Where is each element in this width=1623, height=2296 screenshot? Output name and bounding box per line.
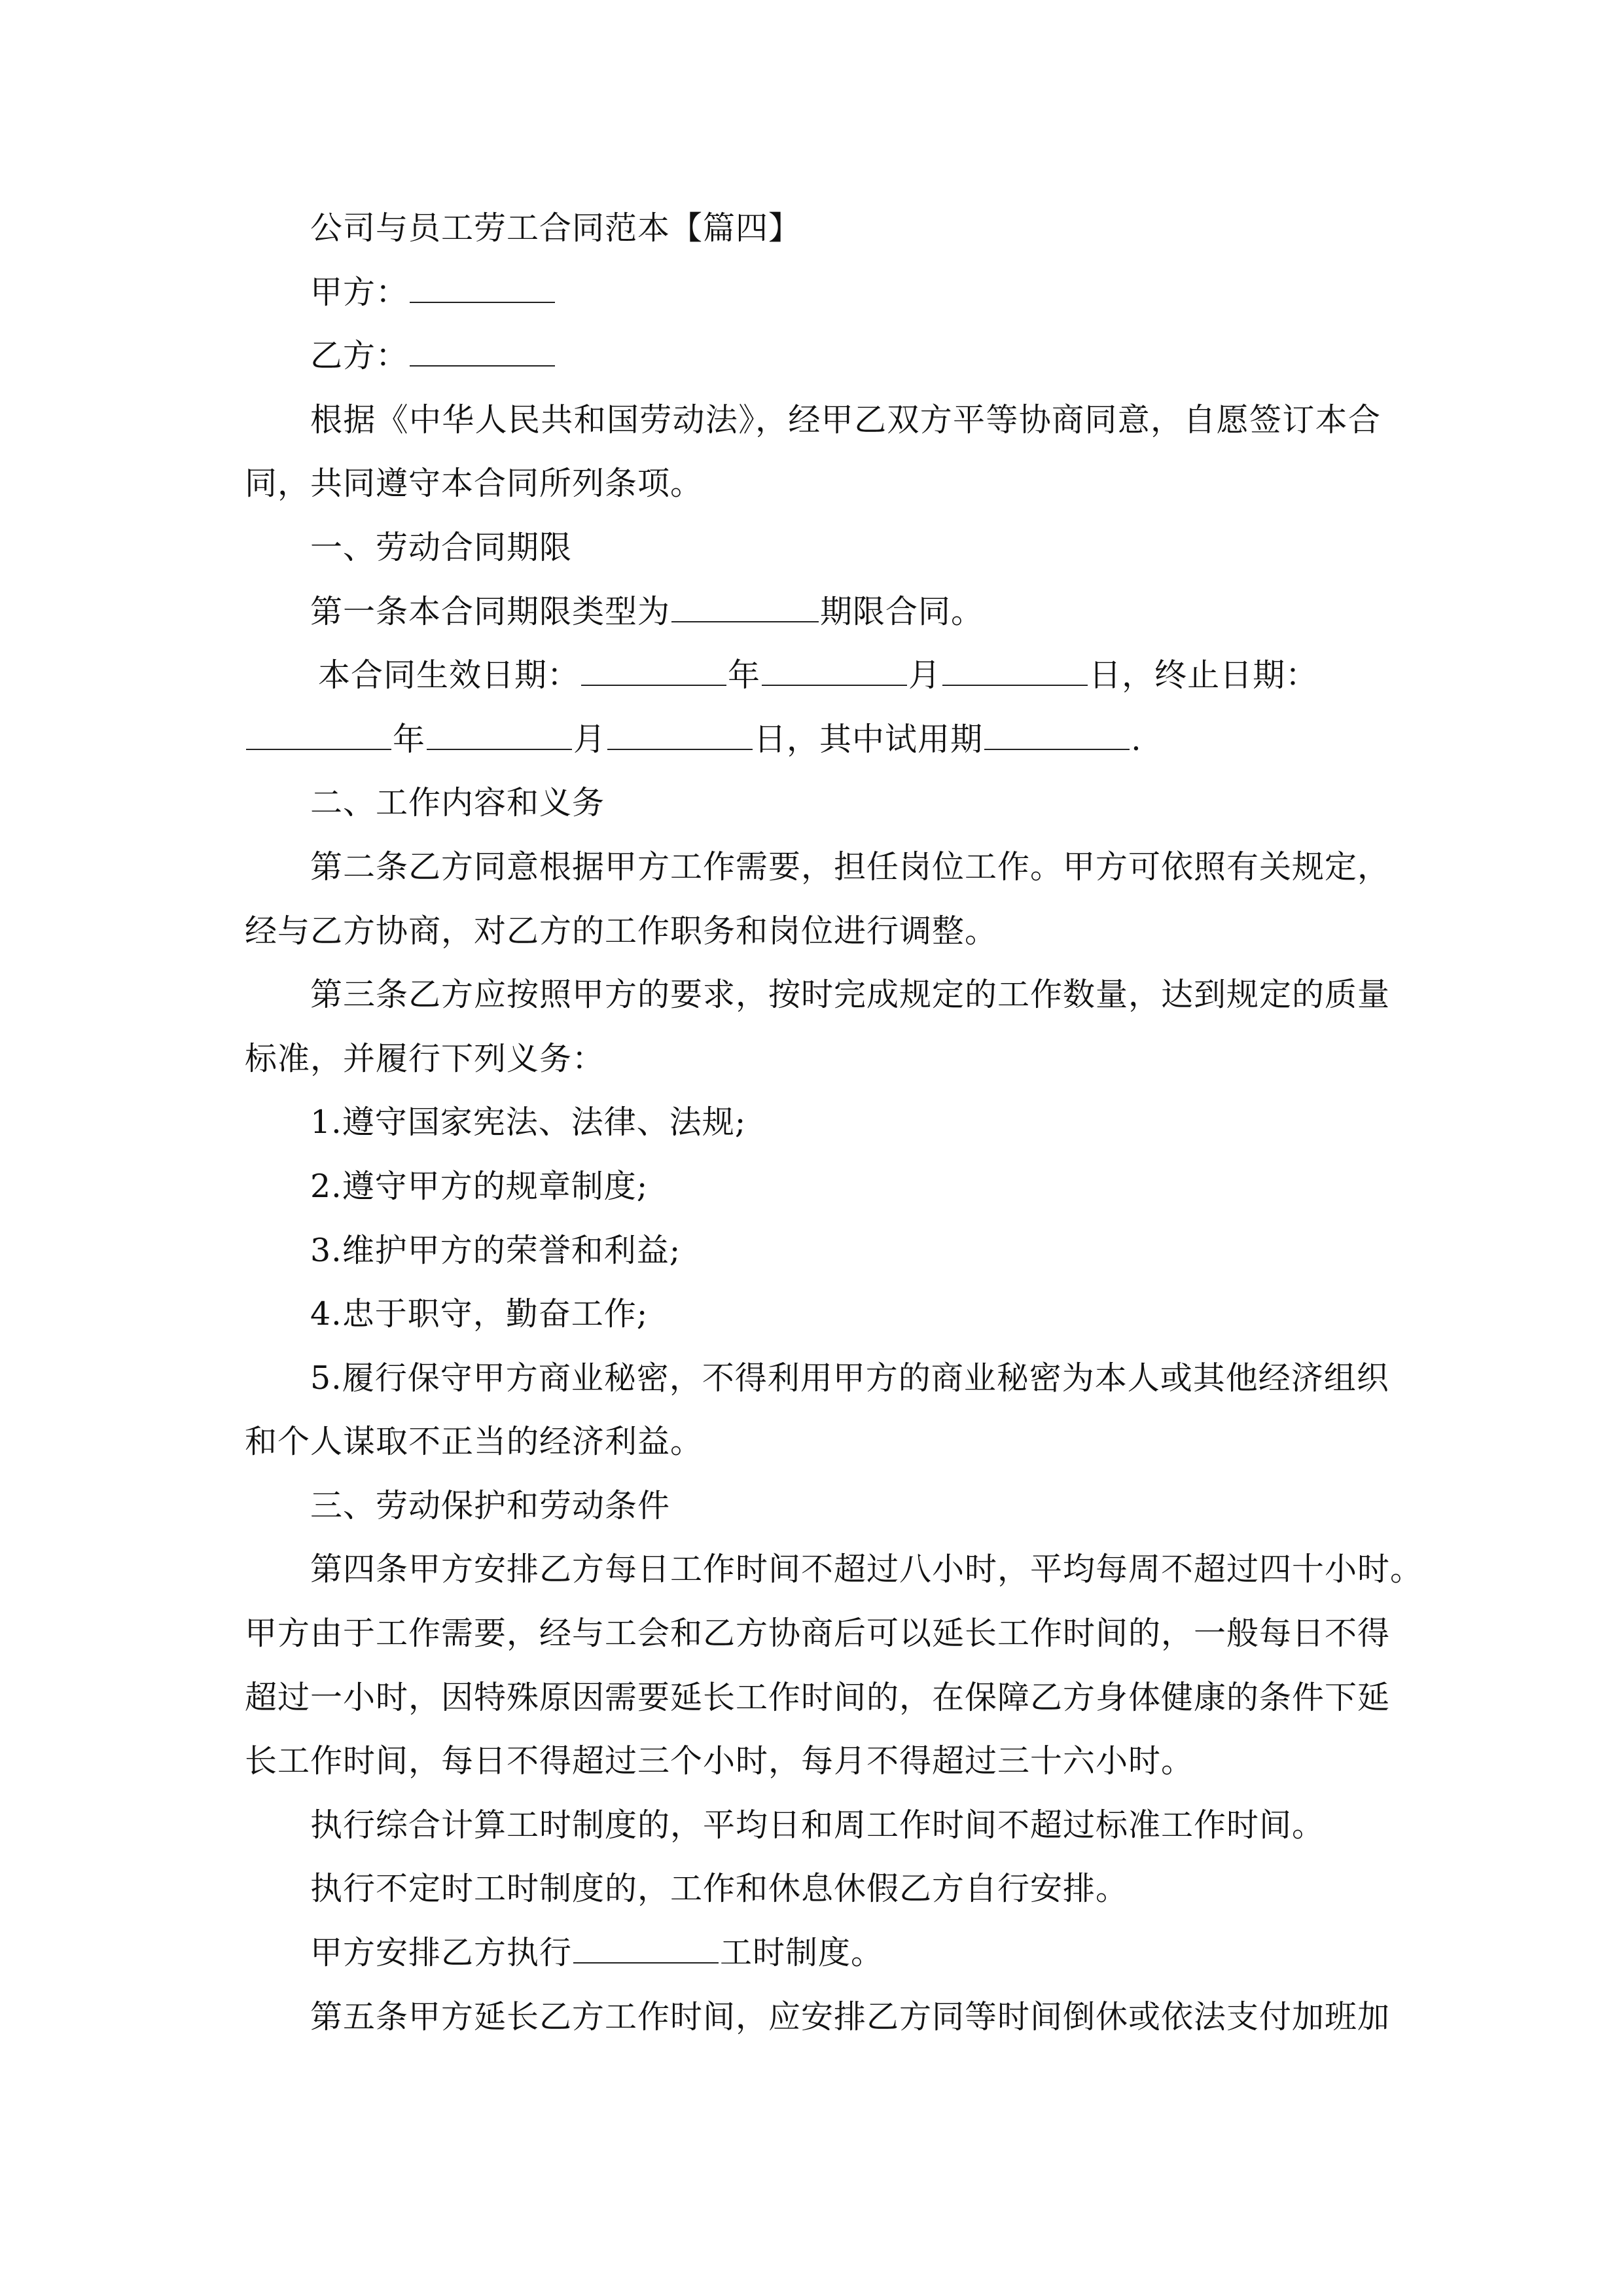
party-a-line bbox=[245, 260, 1381, 325]
document-title: 公司与员工劳工合同范本【篇四】 bbox=[310, 209, 802, 247]
party-b-line bbox=[245, 324, 1381, 388]
article-2-line-2: 经与乙方协商，对乙方的工作职务和岗位进行调整。 bbox=[245, 912, 998, 950]
end-day-blank[interactable] bbox=[607, 712, 753, 750]
end-year-unit: 年 bbox=[393, 720, 426, 758]
start-month-unit: 月 bbox=[908, 656, 942, 694]
hours-system-text-before: 甲方安排乙方执行 bbox=[310, 1934, 573, 1972]
hours-system-line bbox=[245, 1921, 1381, 1985]
duty-item-5-line-1: 5.履行保守甲方商业秘密，不得利用甲方的商业秘密为本人或其他经济组织 bbox=[310, 1359, 1389, 1397]
article-4-line-4: 长工作时间，每日不得超过三个小时，每月不得超过三十六小时。 bbox=[245, 1742, 1194, 1780]
contract-type-blank[interactable] bbox=[671, 584, 819, 622]
party-b-blank[interactable] bbox=[410, 329, 555, 367]
hours-system-text-after: 工时制度。 bbox=[720, 1934, 884, 1972]
start-month-blank[interactable] bbox=[762, 648, 907, 686]
article-3-line-1: 第三条乙方应按照甲方的要求，按时完成规定的工作数量，达到规定的质量 bbox=[310, 976, 1391, 1014]
article-4-line-1: 第四条甲方安排乙方每日工作时间不超过八小时，平均每周不超过四十小时。 bbox=[310, 1551, 1423, 1588]
intro-line-2: 同，共同遵守本合同所列条项。 bbox=[245, 465, 704, 503]
probation-blank[interactable] bbox=[984, 712, 1130, 750]
intro-line-1: 根据《中华人民共和国劳动法》，经甲乙双方平等协商同意，自愿签订本合 bbox=[310, 401, 1381, 439]
section-1-heading: 一、劳动合同期限 bbox=[310, 528, 573, 566]
duty-item-3: 3.维护甲方的荣誉和利益; bbox=[310, 1231, 681, 1269]
flexible-hours-text: 执行不定时工时制度的，工作和休息休假乙方自行安排。 bbox=[310, 1870, 1129, 1908]
end-year-blank[interactable] bbox=[246, 712, 391, 750]
article-1-text-after: 期限合同。 bbox=[820, 592, 984, 630]
party-a-blank[interactable] bbox=[410, 265, 555, 303]
start-year-blank[interactable] bbox=[581, 648, 726, 686]
period-mark: . bbox=[1131, 720, 1142, 758]
document-body bbox=[245, 196, 1423, 2049]
party-a-label: 甲方： bbox=[310, 273, 409, 311]
end-month-blank[interactable] bbox=[427, 712, 572, 750]
duty-item-1: 1.遵守国家宪法、法律、法规; bbox=[310, 1103, 747, 1141]
start-day-blank[interactable] bbox=[942, 648, 1088, 686]
hours-system-blank[interactable] bbox=[573, 1926, 719, 1964]
end-day-unit: 日 bbox=[754, 720, 787, 758]
section-2-heading: 二、工作内容和义务 bbox=[310, 784, 605, 822]
effective-date-line bbox=[245, 643, 1381, 708]
probation-label: ，其中试用期 bbox=[787, 720, 984, 758]
start-year-unit: 年 bbox=[728, 656, 761, 694]
start-day-unit: 日 bbox=[1089, 656, 1122, 694]
comprehensive-hours-text: 执行综合计算工时制度的，平均日和周工作时间不超过标准工作时间。 bbox=[310, 1806, 1325, 1844]
article-1-line bbox=[245, 580, 1381, 644]
article-5-line-1: 第五条甲方延长乙方工作时间，应安排乙方同等时间倒休或依法支付加班加 bbox=[310, 1998, 1391, 2036]
termination-date-line bbox=[245, 708, 1381, 772]
effective-date-label: 本合同生效日期： bbox=[318, 656, 580, 694]
article-4-line-3: 超过一小时，因特殊原因需要延长工作时间的，在保障乙方身体健康的条件下延 bbox=[245, 1678, 1391, 1716]
end-month-unit: 月 bbox=[573, 720, 607, 758]
article-1-text-before: 第一条本合同期限类型为 bbox=[310, 592, 671, 630]
section-3-heading: 三、劳动保护和劳动条件 bbox=[310, 1486, 671, 1524]
article-2-line-1: 第二条乙方同意根据甲方工作需要，担任岗位工作。甲方可依照有关规定， bbox=[310, 848, 1391, 886]
party-b-label: 乙方： bbox=[310, 337, 409, 375]
article-3-line-2: 标准，并履行下列义务： bbox=[245, 1039, 605, 1077]
duty-item-2: 2.遵守甲方的规章制度; bbox=[310, 1167, 649, 1205]
article-4-line-2: 甲方由于工作需要，经与工会和乙方协商后可以延长工作时间的，一般每日不得 bbox=[245, 1615, 1391, 1653]
duty-item-4: 4.忠于职守，勤奋工作; bbox=[310, 1295, 649, 1333]
termination-date-label: ，终止日期： bbox=[1122, 656, 1319, 694]
duty-item-5-line-2: 和个人谋取不正当的经济利益。 bbox=[245, 1423, 704, 1461]
